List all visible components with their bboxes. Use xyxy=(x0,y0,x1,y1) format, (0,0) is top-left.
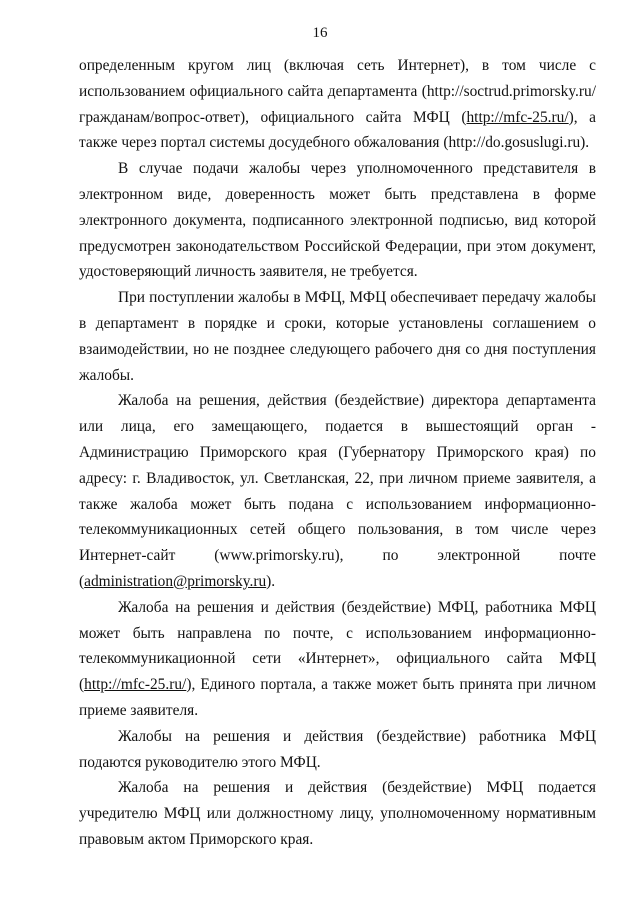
page-number: 16 xyxy=(312,25,328,41)
paragraph-director-complaint xyxy=(79,388,596,594)
mfc-site-link[interactable]: http://mfc-25.ru/ xyxy=(466,108,569,126)
paragraph-text: Жалоба на решения, действия (бездействие) директора департамента или лица, его замещающего, подается в вышестоящий орган - Администрацию Приморского края (Губернатору Приморского края) по адресу: г. Владивосток, ул. Светланская, 22, при личном приеме заявителя, а также жалоба может быть подана с использованием информационно-телекоммуникационных сетей общего пользования, в том числе через Интернет-сайт (www.primorsky.ru), по электронной почте ( xyxy=(79,392,596,590)
paragraph-founder-complaint: Жалоба на решения и действия (бездействие) МФЦ подается учредителю МФЦ или должностному лицу, уполномоченному нормативным правовым актом Приморского края. xyxy=(79,779,596,848)
paragraph-text: Жалоба на решения и действия (бездействие) МФЦ, работника МФЦ может быть направлена по почте, с использованием информационно-телекоммуникационной сети «Интернет», официального сайта МФЦ ( xyxy=(79,598,596,694)
paragraph-mfc-transfer: При поступлении жалобы в МФЦ, МФЦ обеспечивает передачу жалобы в департамент в порядке и сроки, которые установлены соглашением о взаимодействии, но не позднее следующего рабочего дня со дня поступления жалобы. xyxy=(79,289,596,384)
paragraph-mfc-complaint xyxy=(79,595,596,724)
paragraph-continuation xyxy=(79,53,596,156)
paragraph-representative: В случае подачи жалобы через уполномоченного представителя в электронном виде, доверенность может быть представлена в форме электронного документа, подписанного электронной подписью, вид которой предусмотрен законодательством Российской Федерации, при этом документ, удостоверяющий личность заявителя, не требуется. xyxy=(79,160,596,281)
paragraph-worker-complaint: Жалобы на решения и действия (бездействие) работника МФЦ подаются руководителю этого МФЦ. xyxy=(79,727,596,771)
paragraph-text: ), Единого портала, а также может быть принята при личном приеме заявителя. xyxy=(79,676,596,719)
paragraph-text: ). xyxy=(266,572,276,590)
document-body xyxy=(79,53,596,853)
mfc-site-link-2[interactable]: http://mfc-25.ru/ xyxy=(84,676,187,694)
paragraph-text: определенным кругом лиц (включая сеть Интернет), в том числе с использованием официального сайта департамента (http://soctrud.primorsky.ru/ гражданам/вопрос-ответ), официального сайта МФЦ ( xyxy=(79,57,596,126)
email-link[interactable]: administration@primorsky.ru xyxy=(84,572,267,590)
paragraph-text: ), а также через портал системы досудебного обжалования (http://do.gosuslugi.ru). xyxy=(79,108,596,152)
